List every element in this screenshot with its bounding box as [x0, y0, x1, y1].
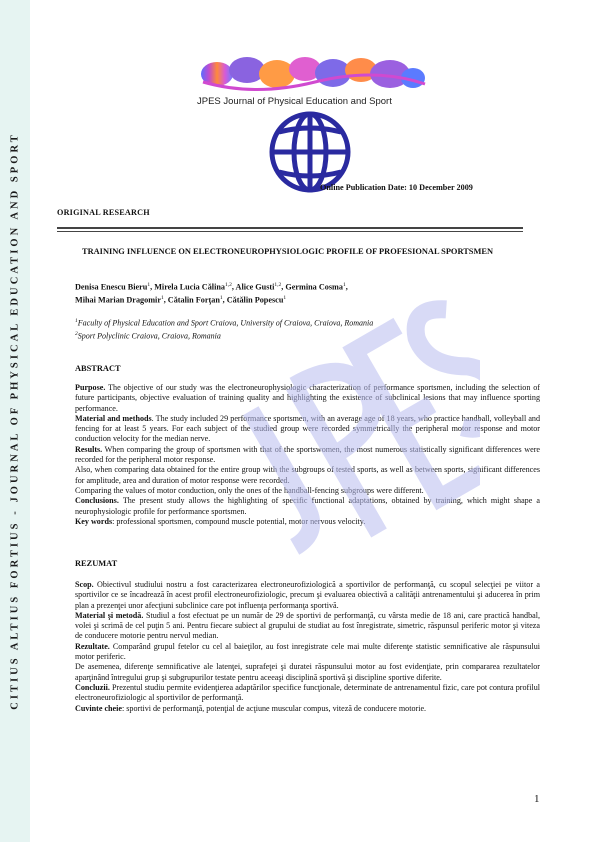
affiliation: $^1$Faculty of Physical Education and Sport Craiova, University of Craiova, Craiova, Romania: [75, 318, 374, 328]
section-label: Purpose.: [75, 383, 106, 392]
author-affiliation-mark: 1: [342, 282, 346, 288]
abstract-body: [75, 383, 540, 527]
rezumat-paragraph: Rezultate. Comparând grupul fetelor cu cel al baieţilor, au fost inregistrate cele mai multe diferenţe statistic semnificative ale răspunsului motor periferic.: [75, 641, 540, 662]
abstract-paragraph: Comparing the values of motor conduction, only the ones of the handball-fencing subgroups were different.: [75, 485, 424, 495]
article-title: TRAINING INFLUENCE ON ELECTRONEUROPHYSIOLOGIC PROFILE OF PROFESIONAL SPORTSMEN: [82, 247, 493, 256]
section-label: Conclusions.: [75, 496, 119, 506]
author-name: Alice Gusti: [235, 282, 275, 292]
section-label: Concluzii.: [75, 682, 110, 692]
journal-logo: [195, 52, 430, 200]
author-name: Germina Cosma: [285, 282, 343, 292]
section-label: Scop.: [75, 580, 94, 589]
section-label: Results.: [75, 444, 103, 454]
author-affiliation-mark: 1: [283, 295, 287, 302]
globe-icon: [272, 114, 348, 190]
rezumat-paragraph: Cuvinte cheie: sportivi de performanţă, potenţial de acţiune muscular compus, viteză de conducere motorie.: [75, 703, 427, 713]
abstract-paragraph: Also, when comparing data obtained for the entire group with the subgroups of tested sports, as well as between sports, significant differences for amplitude, area and duration of motor response were recorded.: [75, 465, 540, 485]
author-list: Denisa Enescu Bieru$^1$, Mirela Lucia Călina$^{1,2}$, Alice Gusti$^{1,2}$, Germina Cosma$^1$, Mihai Marian Dragomir$^1$, Cătalin Forţan$^1$, Cătălin Popescu$^1$: [75, 282, 348, 305]
page-number: 1: [534, 793, 540, 805]
author-affiliation-mark: 1: [219, 295, 223, 302]
section-label: Material şi metodă.: [75, 610, 144, 620]
author-affiliation-mark: 1: [147, 282, 151, 288]
affiliation-list: [75, 316, 495, 342]
journal-spine: [0, 0, 30, 842]
logo-caption: JPES Journal of Physical Education and Sport: [197, 96, 392, 107]
author-name: Cătălin Popescu: [226, 295, 284, 305]
author-name: Mirela Lucia Călina: [154, 282, 225, 292]
abstract-paragraph: Key words: professional sportsmen, compound muscle potential, motor nervous velocity.: [75, 516, 366, 526]
author-name: Denisa Enescu Bieru: [75, 282, 148, 292]
abstract-paragraph: Purpose. The objective of our study was the electroneurophysiologic characterization of performance sportsmen, including the selection of future participants, objective evaluation of training quality and highlighting the existence of subclinical lesions that may influence sporting performance.: [75, 383, 540, 413]
rezumat-paragraph: Scop. Obiectivul studiului nostru a fost caracterizarea electroneurofiziologică a sportivilor de performanţă, cu scopul selecţiei pe viitor a sportivilor ce se încadrează în acest profil electroneurofiziologic, precum şi evaluarea obiectivă a calităţii antrenamentului şi aducerea în prim plan a prezenţei unor afecţiuni subclinice care pot influenţa performanţa sportivă.: [75, 580, 540, 610]
author-name: Mihai Marian Dragomir: [75, 295, 161, 305]
author-affiliation-mark: 1,2: [225, 282, 232, 288]
section-label: Key words: [75, 516, 113, 526]
header-rule-thin: [57, 231, 523, 232]
journal-spine-text: CITIUS ALTIUS FORTIUS - JOURNAL OF PHYSICAL EDUCATION AND SPORT: [9, 132, 21, 710]
abstract-paragraph: Conclusions. The present study allows the highlighting of specific functional adaptations, obtained by training, which might shape a neurophysiologic profile for performance sportsmen.: [75, 496, 540, 516]
rezumat-paragraph: Concluzii. Prezentul studiu permite evidenţierea adaptărilor specifice funcţionale, determinate de antrenamentul fizic, care pot contura profilul electroneurofiziologic al sportivilor de performanţă.: [75, 682, 540, 703]
abstract-heading: ABSTRACT: [75, 364, 121, 373]
author-affiliation-mark: 1,2: [274, 282, 282, 288]
abstract-paragraph: Material and methods. The study included 29 performance sportsmen, with an average age of 18 years, who practice handball, volleyball and fencing for at least 5 years. For each subject of the studied group were recorded symmetrically the peripheral motor response and motor conduction velocity for the median nerve.: [75, 413, 541, 444]
rezumat-heading: REZUMAT: [75, 559, 118, 568]
logo-letters-graphic: [201, 57, 425, 90]
author-affiliation-mark: 1: [160, 295, 164, 302]
rezumat-paragraph: Material şi metodă. Studiul a fost efectuat pe un număr de 29 de sportivi de performanţă, cu vârsta medie de 18 ani, care practică handbal, volei şi scrimă de cel puţin 5 ani. Pentru fiecare subiect al grupului de studiat au fost înregistrate, simetric, răspunsul periferic motor şi viteza de conducere motorie pentru nervul median.: [75, 610, 540, 641]
section-label: Rezultate.: [75, 641, 110, 651]
header-rule: [57, 227, 523, 229]
article-type: ORIGINAL RESEARCH: [57, 208, 150, 217]
section-label: Material and methods: [75, 413, 152, 423]
rezumat-paragraph: De asemenea, diferenţe semnificative ale latenţei, suprafeţei şi duratei răspunsului motor au fost evidenţiate, prin compararea rezultatelor aparţinând întregului grup şi subgrupurilor testate pentru aceeaşi disciplină sportivă şi discipline sportive diferite.: [75, 662, 540, 682]
author-name: Cătalin Forţan: [167, 295, 220, 305]
rezumat-body: [75, 580, 540, 714]
section-label: Cuvinte cheie: [75, 703, 122, 713]
affiliation: $^2$Sport Polyclinic Craiova, Craiova, Romania: [75, 331, 221, 341]
abstract-paragraph: Results. When comparing the group of sportsmen with that of the sportswomen, the most numerous statistically significant differences were recorded for the peripheral motor response.: [75, 444, 540, 465]
publication-date: Online Publication Date: 10 December 2009: [320, 183, 473, 192]
